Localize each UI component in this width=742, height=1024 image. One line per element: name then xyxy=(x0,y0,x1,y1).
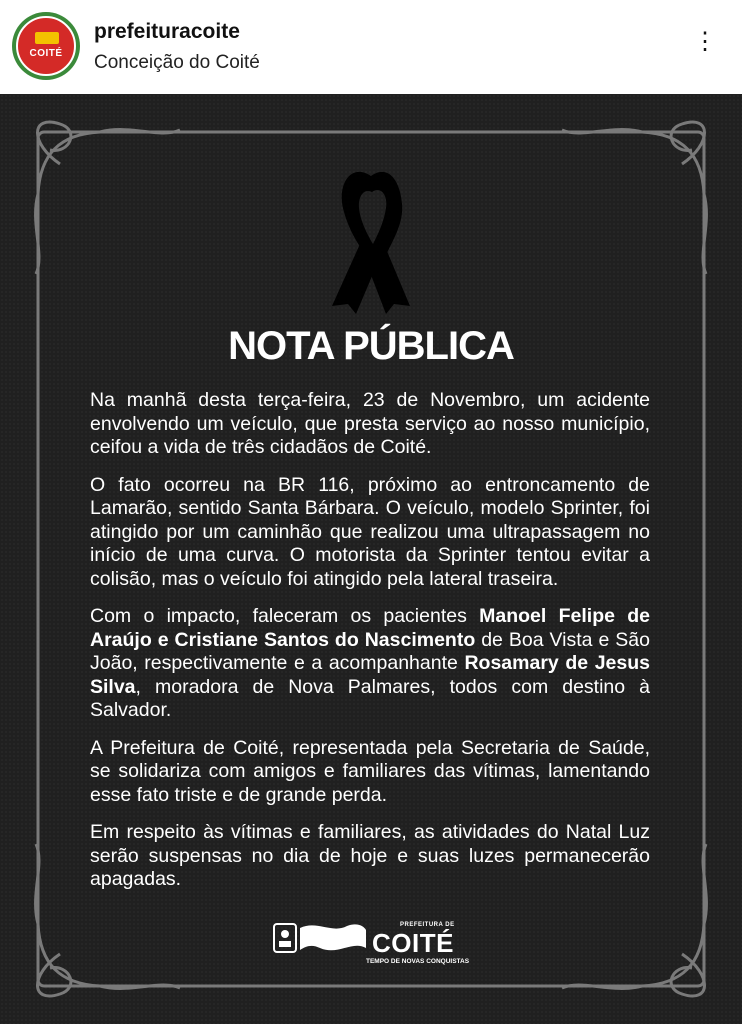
companion-name: Rosamary de Jesus Silva xyxy=(90,652,650,698)
notice-body xyxy=(90,389,650,906)
notice-title: NOTA PÚBLICA xyxy=(228,324,514,368)
post-image[interactable] xyxy=(0,94,742,1024)
mourning-ribbon-icon xyxy=(332,172,410,314)
logo-slogan: TEMPO DE NOVAS CONQUISTAS xyxy=(366,958,470,965)
flag-icon xyxy=(35,32,59,44)
logo-prefix: PREFEITURA DE xyxy=(400,922,455,928)
avatar-image xyxy=(16,16,76,76)
post-header xyxy=(0,0,742,94)
profile-avatar[interactable] xyxy=(12,12,80,80)
paragraph-3 xyxy=(90,605,650,723)
location-link[interactable]: Conceição do Coité xyxy=(94,52,260,73)
paragraph-3-text-c: de Boa Vista e São João, respectivamente e a acompanhante xyxy=(90,628,650,674)
avatar-text: COITÉ xyxy=(29,48,63,59)
logo-name: COITÉ xyxy=(372,928,454,958)
paragraph-2: O fato ocorreu na BR 116, próximo ao entroncamento de Lamarão, sentido Santa Bárbara. O veículo, modelo Sprinter, foi atingido por um caminhão que realizou uma ultrapassagem no início de uma curva. O motorista da Sprinter tentou evitar a colisão, mas o veículo foi atingido pela lateral traseira. xyxy=(90,473,650,590)
paragraph-3-text-a: Com o impacto, faleceram os pacientes xyxy=(90,605,480,627)
paragraph-3-text-e: , moradora de Nova Palmares, todos com destino à Salvador. xyxy=(90,675,650,721)
paragraph-1: Na manhã desta terça-feira, 23 de Novembro, um acidente envolvendo um veículo, que presta serviço ao nosso município, ceifou a vida de três cidadãos de Coité. xyxy=(90,389,650,458)
username-link[interactable]: prefeituracoite xyxy=(94,20,240,43)
paragraph-5: Em respeito às vítimas e familiares, as atividades do Natal Luz serão suspensas no dia de hoje e suas luzes permanecerão apagadas. xyxy=(90,821,650,890)
more-options-icon[interactable]: ⋮ xyxy=(693,28,718,55)
paragraph-4: A Prefeitura de Coité, representada pela Secretaria de Saúde, se solidariza com amigos e familiares das vítimas, lamentando esse fato triste e de grande perda. xyxy=(90,736,650,806)
victims-names: Manoel Felipe de Araújo e Cristiane Santos do Nascimento xyxy=(90,605,650,651)
